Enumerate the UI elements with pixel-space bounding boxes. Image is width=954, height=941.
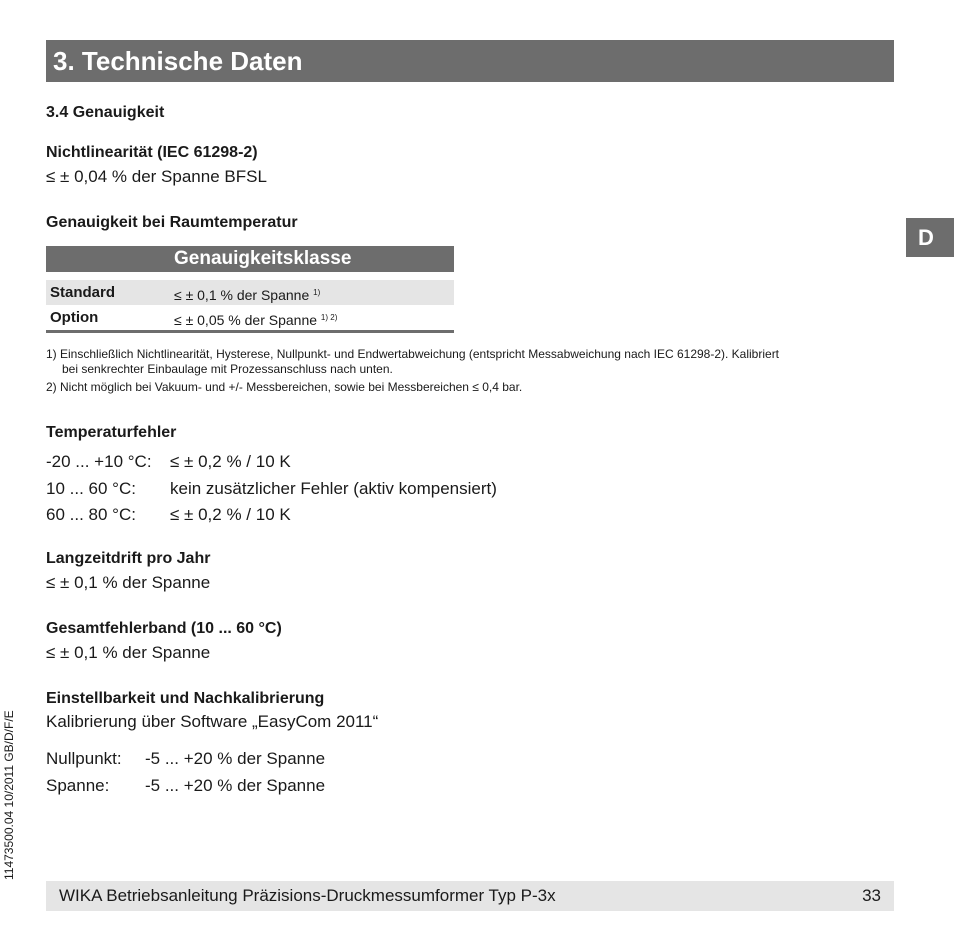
accuracy-table-header: Genauigkeitsklasse [46, 246, 454, 272]
page-footer [46, 881, 894, 911]
table-row [46, 280, 454, 305]
row-label: Option [50, 309, 99, 326]
footnote-ref: 1) 2) [320, 313, 338, 322]
language-tab: D [906, 218, 954, 257]
nonlinearity-heading: Nichtlinearität (IEC 61298-2) [46, 144, 258, 161]
accuracy-table [46, 246, 454, 333]
long-term-drift-value: ≤ ± 0,1 % der Spanne [46, 573, 211, 592]
total-error-band-heading: Gesamtfehlerband (10 ... 60 °C) [46, 620, 282, 637]
row-value: ≤ ± 0,1 % der Spanne $^{1)}$ [174, 287, 321, 303]
adjustability-list: Nullpunkt: -5 ... +20 % der Spanne Spanne: -5 ... +20 % der Spanne [46, 749, 326, 795]
section-title: 3.4 Genauigkeit [46, 104, 165, 121]
long-term-drift-heading: Langzeitdrift pro Jahr [46, 550, 211, 567]
document-code: 11473500.04 10/2011 GB/D/F/E [2, 710, 16, 880]
adjustability-value: Kalibrierung über Software „EasyCom 2011“ [46, 712, 379, 731]
total-error-band-value: ≤ ± 0,1 % der Spanne [46, 643, 211, 662]
page-number: 33 [862, 886, 881, 905]
temperature-error-list: -20 ... +10 °C: ≤ ± 0,2 % / 10 K 10 ... 60 °C: kein zusätzlicher Fehler (aktiv kompensiert) 60 ... 80 °C: ≤ ± 0,2 % / 10 K [46, 452, 497, 524]
temperature-error-heading: Temperaturfehler [46, 424, 177, 441]
footnote-2: 2) Nicht möglich bei Vakuum- und +/- Messbereichen, sowie bei Messbereichen ≤ 0,4 bar. [46, 380, 523, 394]
row-value: ≤ ± 0,05 % der Spanne $^{1) 2)}$ [174, 312, 338, 328]
accuracy-heading: Genauigkeit bei Raumtemperatur [46, 214, 298, 231]
table-row [46, 305, 454, 330]
footnote-1-cont: bei senkrechter Einbaulage mit Prozessanschluss nach unten. [62, 362, 393, 376]
adjustability-heading: Einstellbarkeit und Nachkalibrierung [46, 690, 325, 707]
footnote-1: 1) Einschließlich Nichtlinearität, Hysterese, Nullpunkt- und Endwertabweichung (entspricht Messabweichung nach IEC 61298-2). Kalibriert [46, 347, 780, 361]
row-label: Standard [50, 284, 116, 301]
nonlinearity-value: ≤ ± 0,04 % der Spanne BFSL [46, 167, 267, 186]
chapter-title: 3. Technische Daten [46, 40, 894, 82]
footnote-ref: 1) [313, 288, 321, 297]
footer-text: WIKA Betriebsanleitung Präzisions-Druckmessumformer Typ P-3x [59, 886, 556, 905]
